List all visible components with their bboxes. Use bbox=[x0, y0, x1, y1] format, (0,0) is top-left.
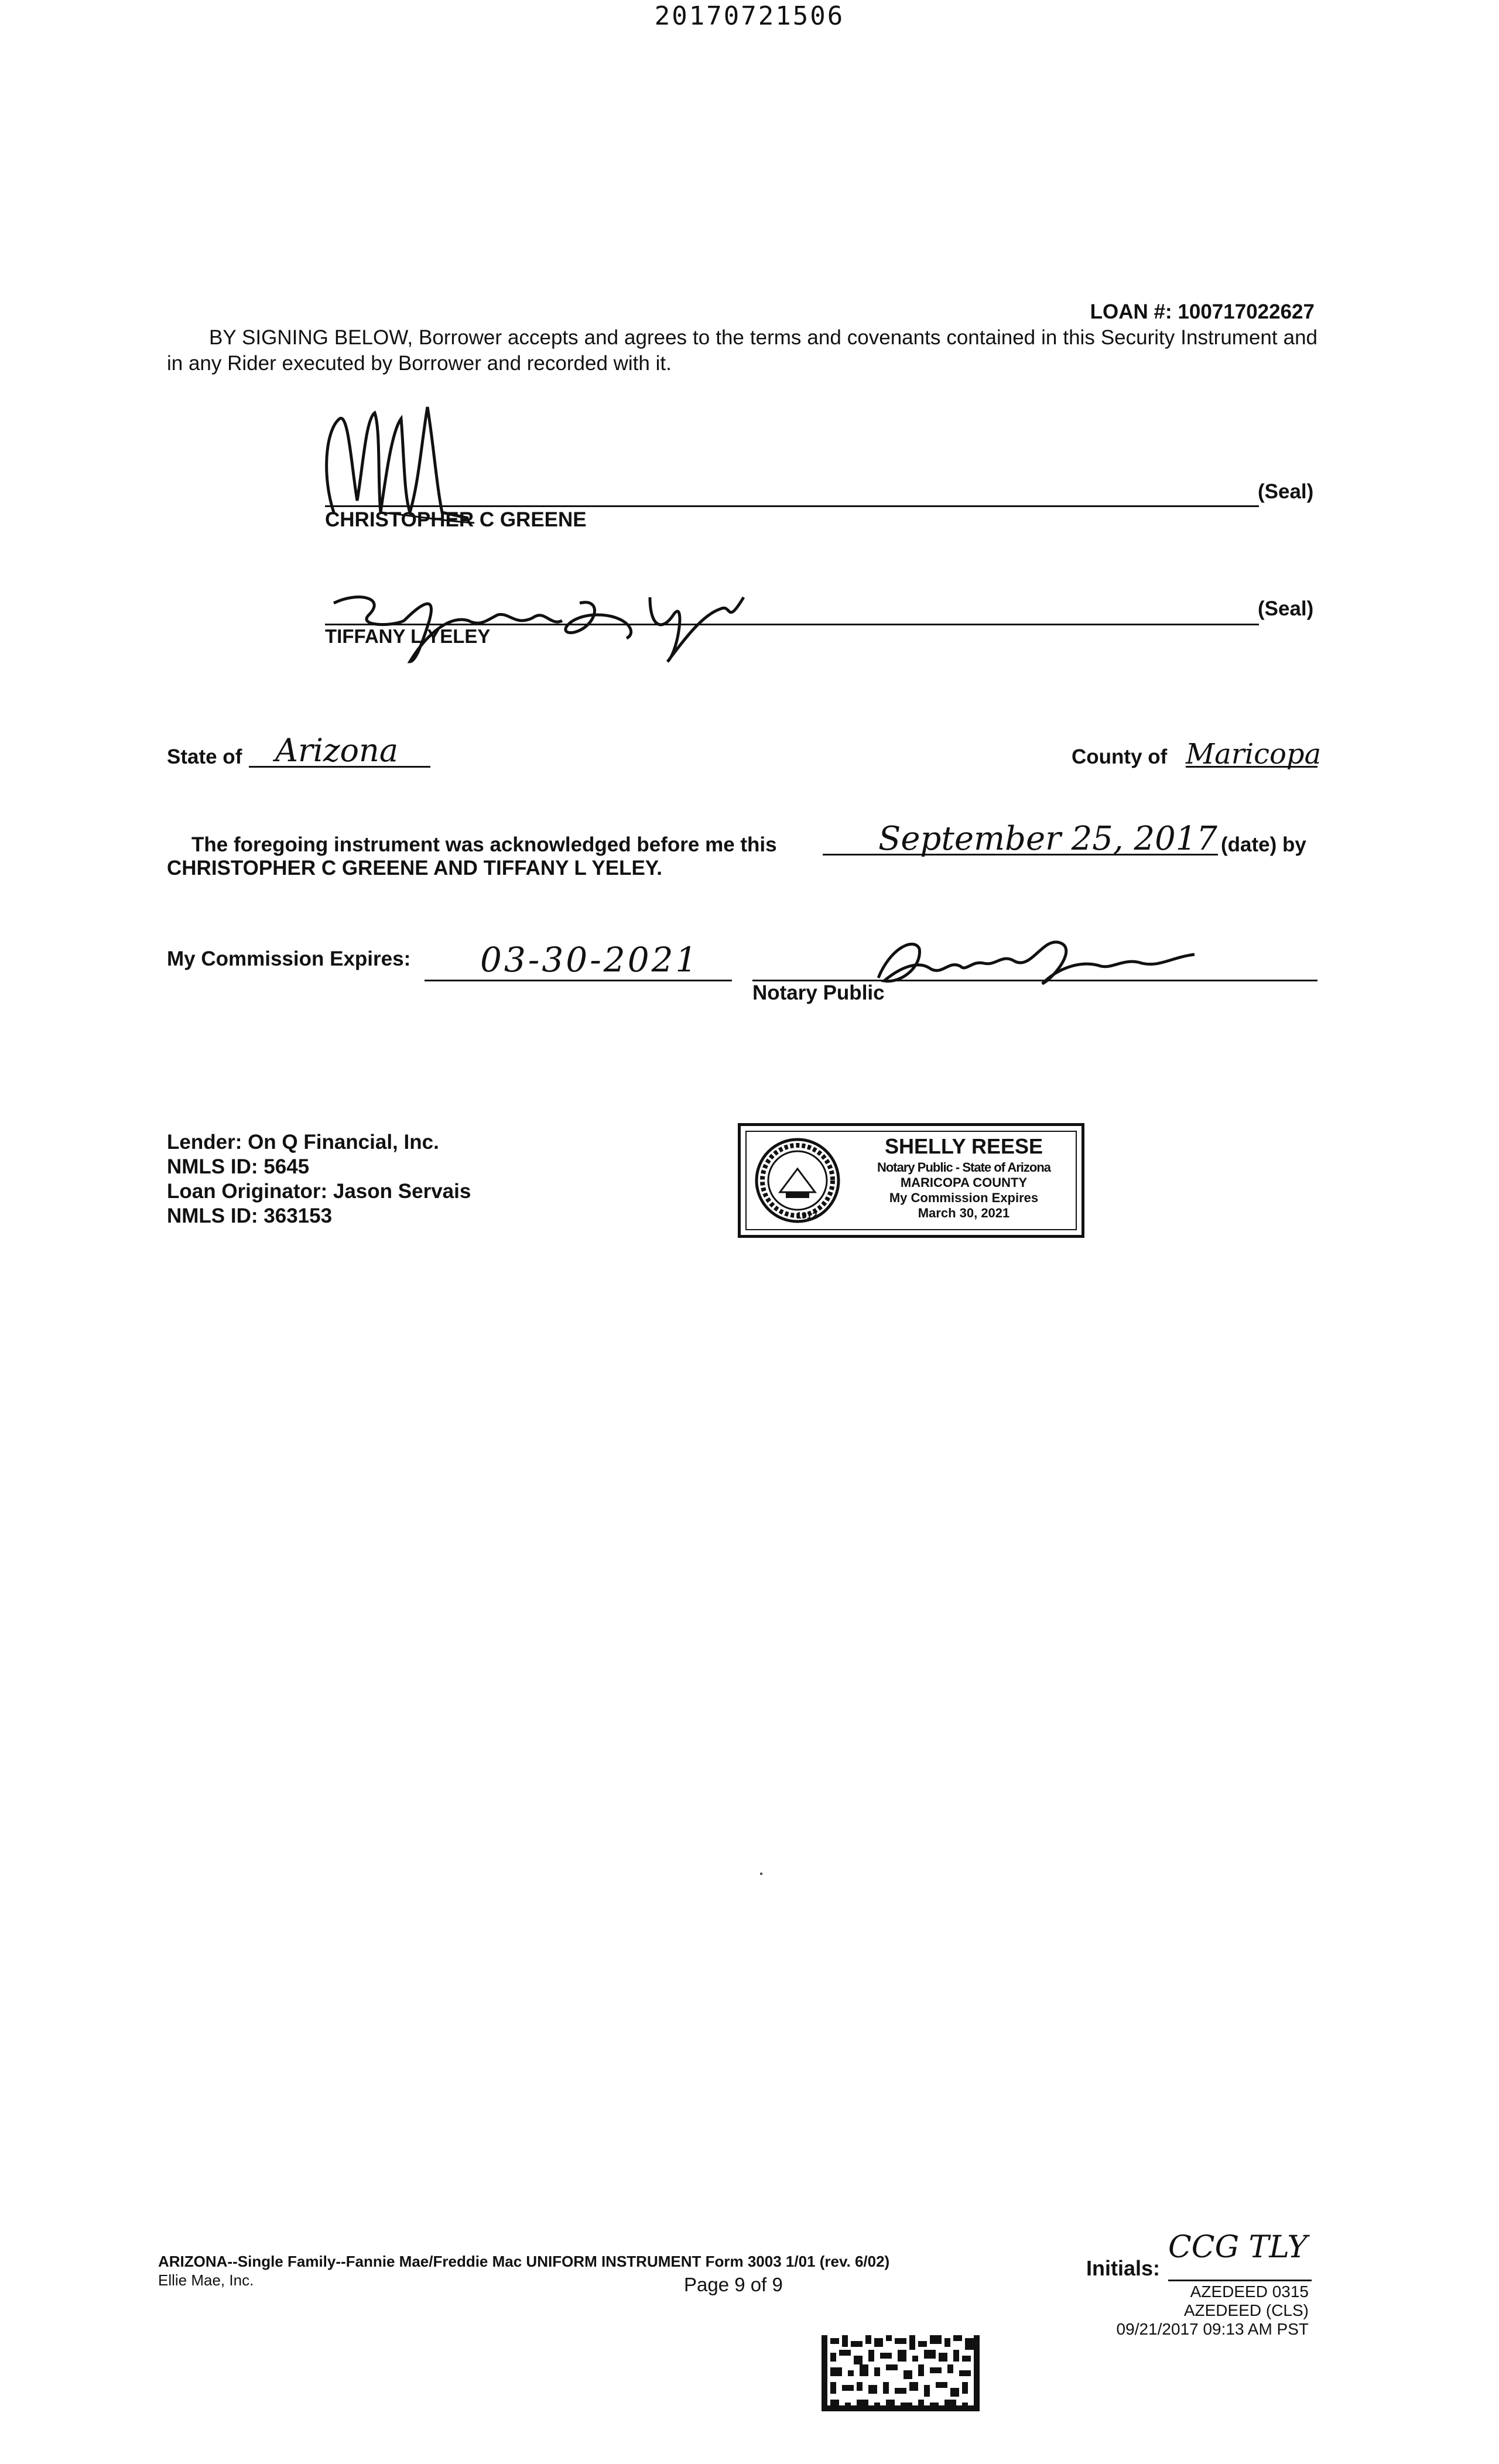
borrower-name-1: CHRISTOPHER C GREENE bbox=[325, 508, 587, 531]
state-label: State of bbox=[167, 745, 242, 768]
notary-stamp-line-4: March 30, 2021 bbox=[918, 1206, 1010, 1220]
lender-line-4: NMLS ID: 363153 bbox=[167, 1204, 333, 1227]
loan-label: LOAN #: bbox=[1090, 300, 1172, 323]
intro-paragraph bbox=[167, 325, 1317, 377]
state-value: Arizona bbox=[275, 732, 399, 769]
signature-line-1 bbox=[325, 505, 1259, 507]
notary-public-label: Notary Public bbox=[752, 981, 885, 1004]
loan-value: 100717022627 bbox=[1178, 300, 1315, 323]
footer-company: Ellie Mae, Inc. bbox=[158, 2271, 254, 2289]
scan-speck bbox=[760, 1873, 762, 1875]
notary-stamp-line-1: Notary Public - State of Arizona bbox=[877, 1160, 1050, 1175]
county-label: County of bbox=[1072, 745, 1168, 768]
lender-line-2: NMLS ID: 5645 bbox=[167, 1155, 310, 1178]
notary-stamp-line-3: My Commission Expires bbox=[889, 1190, 1039, 1205]
lender-line-1: Lender: On Q Financial, Inc. bbox=[167, 1131, 439, 1154]
acknowledgment-date: September 25, 2017 bbox=[878, 820, 1218, 858]
notary-stamp-line-2: MARICOPA COUNTY bbox=[900, 1175, 1028, 1190]
footer-code-1: AZEDEED 0315 bbox=[1190, 2282, 1309, 2301]
barcode-icon bbox=[822, 2335, 980, 2411]
document-number: 20170721506 bbox=[654, 1, 845, 31]
seal-year-text: 1912 bbox=[796, 1211, 817, 1221]
commission-label: My Commission Expires: bbox=[167, 947, 411, 970]
commission-value: 03-30-2021 bbox=[480, 940, 700, 980]
footer-page-number: Page 9 of 9 bbox=[684, 2274, 783, 2295]
seal-label-2: (Seal) bbox=[1258, 597, 1314, 620]
footer-form-line: ARIZONA--Single Family--Fannie Mae/Freddie Mac UNIFORM INSTRUMENT Form 3003 1/01 (rev. 6/02) bbox=[158, 2253, 890, 2270]
commission-line bbox=[425, 980, 732, 981]
signature-christopher bbox=[316, 395, 480, 527]
lender-block bbox=[167, 1130, 471, 1228]
footer-timestamp: 09/21/2017 09:13 AM PST bbox=[1116, 2320, 1309, 2338]
initials-line bbox=[1168, 2280, 1312, 2281]
borrower-name-2: TIFFANY L YELEY bbox=[325, 625, 491, 647]
initials-label: Initials: bbox=[1086, 2256, 1161, 2280]
acknowledgment-date-suffix: (date) by bbox=[1221, 833, 1306, 856]
county-value: Maricopa bbox=[1186, 738, 1322, 771]
acknowledgment-text: The foregoing instrument was acknowledged before me this bbox=[191, 833, 777, 856]
seal-label-1: (Seal) bbox=[1258, 480, 1314, 503]
loan-number bbox=[1090, 300, 1315, 324]
acknowledgment-names: CHRISTOPHER C GREENE AND TIFFANY L YELEY. bbox=[167, 857, 662, 879]
intro-text: BY SIGNING BELOW, Borrower accepts and agrees to the terms and covenants contained in this Security Instrument and in any Rider executed by Borrower and recorded with it. bbox=[167, 326, 1317, 375]
footer-code-2: AZEDEED (CLS) bbox=[1183, 2301, 1309, 2319]
lender-line-3: Loan Originator: Jason Servais bbox=[167, 1180, 471, 1203]
notary-stamp-name: SHELLY REESE bbox=[884, 1134, 1043, 1158]
initials-value: CCG TLY bbox=[1168, 2230, 1308, 2265]
notary-stamp bbox=[738, 1123, 1084, 1238]
footer-codes bbox=[1117, 2282, 1309, 2339]
